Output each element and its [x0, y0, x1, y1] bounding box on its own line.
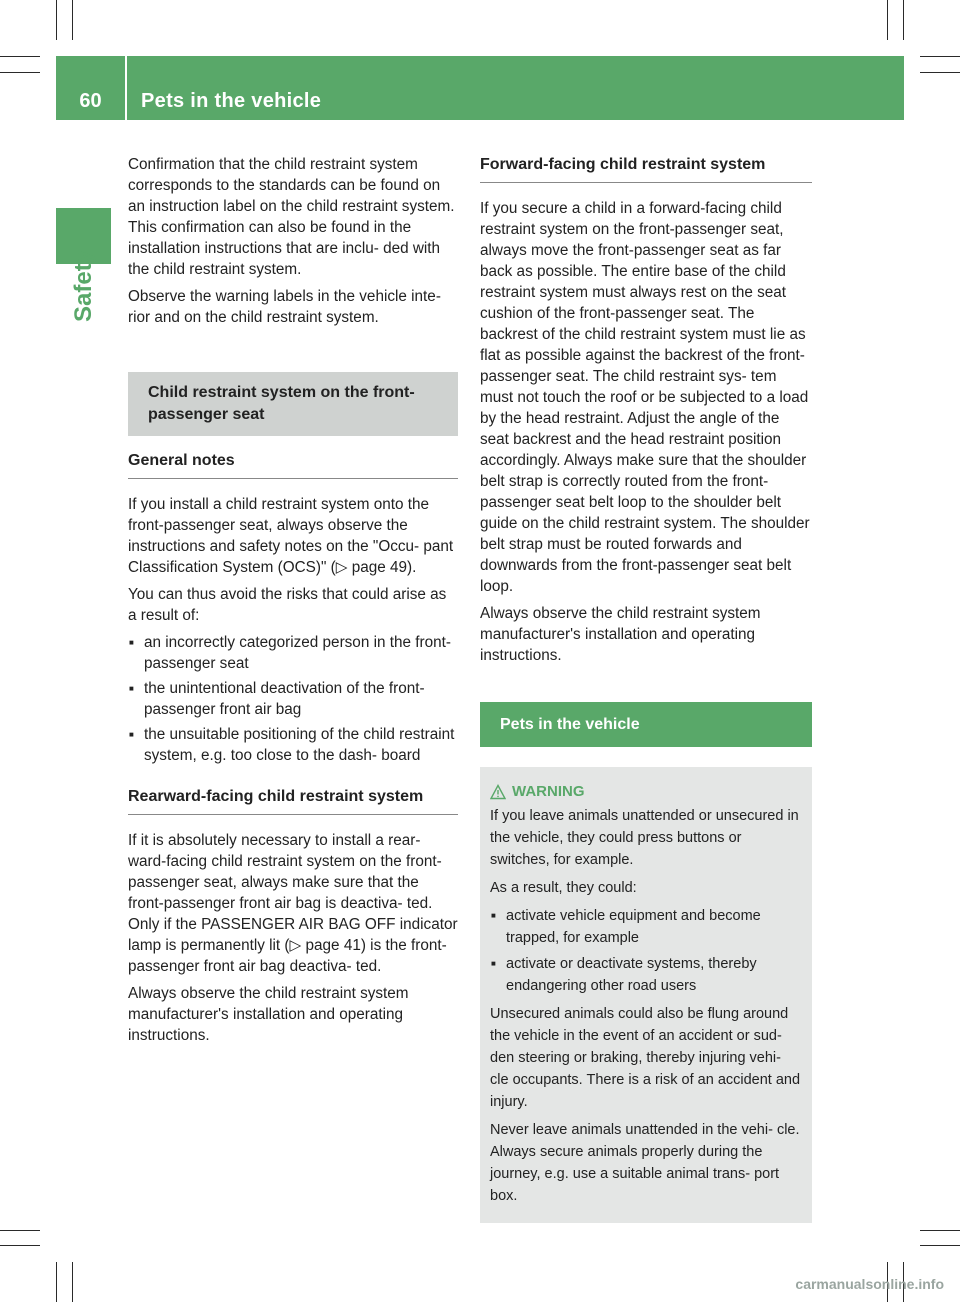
subheading-rearward: Rearward-facing child restraint system [128, 786, 458, 815]
list-item: ■ the unintentional deactivation of the front- passenger front air bag [128, 678, 458, 720]
paragraph: You can thus avoid the risks that could arise as a result of: [128, 586, 447, 624]
crop-mark [56, 1262, 57, 1302]
crop-mark [903, 0, 904, 40]
warning-paragraph: As a result, they could: [490, 880, 637, 896]
bullet-list [128, 632, 458, 766]
warning-triangle-icon [490, 784, 506, 800]
warning-box [480, 767, 812, 1223]
crop-mark [920, 56, 960, 57]
warning-paragraph: Unsecured animals could also be flung around the vehicle in the event of an accident or sud- den steering or braking, thereby injuring vehi- cle occupants. There is a risk of an accident and injury. [490, 1006, 801, 1110]
list-item: ■ activate vehicle equipment and become trapped, for example [490, 905, 802, 949]
crop-mark [0, 1230, 40, 1231]
crop-mark [72, 1262, 73, 1302]
warning-label: WARNING [512, 783, 585, 800]
left-column [128, 154, 458, 1052]
subheading-general-notes: General notes [128, 450, 458, 479]
page-number: 60 [79, 90, 102, 112]
list-item: ■ activate or deactivate systems, thereby endangering other road users [490, 953, 802, 997]
paragraph: If you secure a child in a forward-facing child restraint system on the front-passenger seat, always move the front-passenger seat as far back as possible. The entire base of the child restraint system must always rest on the seat cushion of the front-passenger seat. The backrest of the child restraint system must lie as flat as possible against the backrest of the front-passenger seat. The child restraint sys- tem must not touch the roof or be subjected to a load by the head restraint. Adjust the angle of the seat backrest and the head restraint position accordingly. Always make sure that the shoulder belt strap is correctly routed from the front-passenger seat belt loop to the shoulder belt guide on the child restraint system. The shoulder belt strap must be routed forwards and downwards from the front-passenger seat belt loop. [480, 200, 810, 595]
warning-title [490, 781, 802, 803]
crop-mark [0, 56, 40, 57]
list-item: ■ the unsuitable positioning of the child restraint system, e.g. too close to the dash- board [128, 724, 458, 766]
paragraph: Always observe the child restraint system manufacturer's installation and operating instructions. [128, 985, 409, 1044]
intro-paragraph: Confirmation that the child restraint system corresponds to the standards can be found on an instruction label on the child restraint system. This confirmation can also be found in the installation instructions that are inclu- ded with the child restraint system. [128, 156, 455, 278]
header-divider [125, 56, 127, 120]
warning-paragraph: Never leave animals unattended in the vehi- cle. Always secure animals properly during the journey, e.g. use a suitable animal trans- port box. [490, 1122, 800, 1204]
paragraph: If it is absolutely necessary to install a rear- ward-facing child restraint system on the front-passenger seat, always make sure that the front-passenger front air bag is deactiva- ted. Only if the PASSENGER AIR BAG OFF indicator lamp is permanently lit (▷ page 41) is the front-passenger front air bag deactiva- ted. [128, 832, 458, 975]
paragraph: Always observe the child restraint system manufacturer's installation and operating instructions. [480, 605, 761, 664]
subheading-forward: Forward-facing child restraint system [480, 154, 812, 183]
crop-mark [0, 1245, 40, 1246]
warning-bullet-list [490, 905, 802, 997]
crop-mark [0, 72, 40, 73]
list-item: ■ an incorrectly categorized person in the front-passenger seat [128, 632, 458, 674]
crop-mark [920, 1245, 960, 1246]
section-heading: Child restraint system on the front- passenger seat [128, 372, 458, 436]
crop-mark [920, 72, 960, 73]
watermark-text: carmanualsonline.info [795, 1276, 944, 1292]
crop-mark [72, 0, 73, 40]
crop-mark [887, 0, 888, 40]
warning-paragraph: If you leave animals unattended or unsecured in the vehicle, they could press buttons or switches, for example. [490, 808, 799, 868]
right-column [480, 154, 812, 1223]
crop-mark [920, 1230, 960, 1231]
paragraph: If you install a child restraint system onto the front-passenger seat, always observe the instructions and safety notes on the "Occu- pant Classification System (OCS)" (▷ page 49). [128, 496, 454, 576]
crop-mark [56, 0, 57, 40]
page-title: Pets in the vehicle [141, 90, 322, 112]
intro-paragraph: Observe the warning labels in the vehicle inte- rior and on the child restraint system. [128, 288, 441, 326]
section-heading-pets: Pets in the vehicle [480, 702, 812, 747]
side-label-text: Safety [70, 249, 97, 322]
